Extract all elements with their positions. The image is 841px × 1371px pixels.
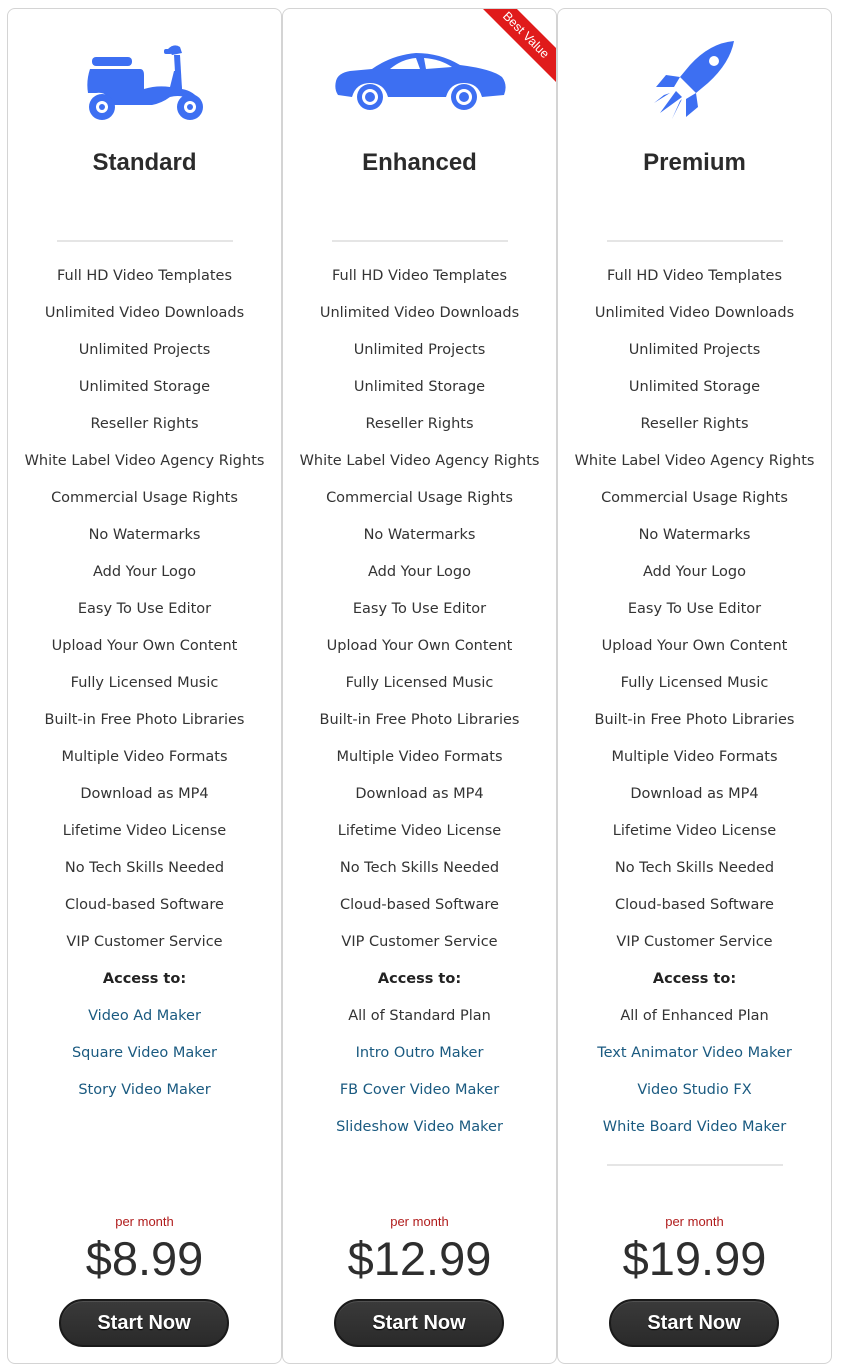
feature-item: White Label Video Agency Rights xyxy=(574,453,815,469)
feature-item: Download as MP4 xyxy=(355,786,484,802)
access-heading: Access to: xyxy=(652,971,737,987)
feature-item: Lifetime Video License xyxy=(612,823,777,839)
feature-item: White Label Video Agency Rights xyxy=(24,453,265,469)
feature-item: Full HD Video Templates xyxy=(331,268,508,284)
feature-item: Download as MP4 xyxy=(80,786,209,802)
feature-list xyxy=(283,258,556,1146)
feature-item: Commercial Usage Rights xyxy=(326,490,513,506)
feature-item: Upload Your Own Content xyxy=(326,638,513,654)
feature-item: Multiple Video Formats xyxy=(611,749,778,765)
access-heading: Access to: xyxy=(377,971,462,987)
feature-item: Lifetime Video License xyxy=(62,823,227,839)
plan-title: Premium xyxy=(643,149,746,176)
access-link-slideshow-video-maker[interactable]: Slideshow Video Maker xyxy=(336,1119,503,1135)
feature-item: Reseller Rights xyxy=(365,416,474,432)
feature-item: Reseller Rights xyxy=(90,416,199,432)
start-now-button-premium[interactable]: Start Now xyxy=(609,1299,779,1347)
access-link-intro-outro-maker[interactable]: Intro Outro Maker xyxy=(355,1045,484,1061)
feature-item: Full HD Video Templates xyxy=(606,268,783,284)
feature-item: Multiple Video Formats xyxy=(61,749,228,765)
rocket-icon xyxy=(558,39,831,123)
feature-item: Cloud-based Software xyxy=(340,897,499,913)
start-now-button-standard[interactable]: Start Now xyxy=(59,1299,229,1347)
feature-item: No Tech Skills Needed xyxy=(339,860,500,876)
feature-item: Full HD Video Templates xyxy=(56,268,233,284)
car-icon xyxy=(283,39,556,123)
price-period-label: per month xyxy=(115,1214,174,1229)
divider xyxy=(607,1164,783,1166)
pricing-card-enhanced xyxy=(282,8,557,1364)
divider xyxy=(607,240,783,242)
feature-item: Easy To Use Editor xyxy=(627,601,762,617)
feature-item: No Watermarks xyxy=(88,527,201,543)
feature-item: Fully Licensed Music xyxy=(345,675,494,691)
access-link-fb-cover-video-maker[interactable]: FB Cover Video Maker xyxy=(339,1082,500,1098)
divider xyxy=(332,240,508,242)
feature-item: No Tech Skills Needed xyxy=(64,860,225,876)
feature-item: Unlimited Video Downloads xyxy=(594,305,795,321)
feature-item: Easy To Use Editor xyxy=(352,601,487,617)
best-value-badge: Best Value xyxy=(478,9,556,86)
feature-item: Add Your Logo xyxy=(642,564,746,580)
feature-item: VIP Customer Service xyxy=(66,934,223,950)
feature-item: Fully Licensed Music xyxy=(70,675,219,691)
feature-item: Unlimited Projects xyxy=(628,342,761,358)
plan-title: Enhanced xyxy=(362,149,477,176)
access-item-all-enhanced: All of Enhanced Plan xyxy=(620,1008,769,1024)
feature-item: VIP Customer Service xyxy=(341,934,498,950)
divider xyxy=(57,240,233,242)
feature-item: Add Your Logo xyxy=(92,564,196,580)
access-link-video-studio-fx[interactable]: Video Studio FX xyxy=(637,1082,752,1098)
feature-list xyxy=(8,258,281,1109)
feature-item: Unlimited Video Downloads xyxy=(44,305,245,321)
access-link-video-ad-maker[interactable]: Video Ad Maker xyxy=(88,1008,201,1024)
feature-item: Unlimited Storage xyxy=(78,379,211,395)
feature-item: Built-in Free Photo Libraries xyxy=(44,712,245,728)
price: $8.99 xyxy=(85,1232,204,1285)
feature-item: Multiple Video Formats xyxy=(336,749,503,765)
feature-item: No Watermarks xyxy=(363,527,476,543)
pricing-card-standard xyxy=(7,8,282,1364)
feature-item: Upload Your Own Content xyxy=(601,638,788,654)
feature-item: No Watermarks xyxy=(638,527,751,543)
feature-item: Commercial Usage Rights xyxy=(601,490,788,506)
access-link-square-video-maker[interactable]: Square Video Maker xyxy=(71,1045,218,1061)
feature-item: Add Your Logo xyxy=(367,564,471,580)
feature-item: Cloud-based Software xyxy=(615,897,774,913)
feature-list xyxy=(558,258,831,1146)
feature-item: Upload Your Own Content xyxy=(51,638,238,654)
price: $12.99 xyxy=(347,1232,492,1285)
feature-item: Unlimited Storage xyxy=(628,379,761,395)
access-heading: Access to: xyxy=(102,971,187,987)
price-period-label: per month xyxy=(665,1214,724,1229)
feature-item: Unlimited Video Downloads xyxy=(319,305,520,321)
feature-item: Download as MP4 xyxy=(630,786,759,802)
pricing-card-premium xyxy=(557,8,832,1364)
access-link-white-board-video-maker[interactable]: White Board Video Maker xyxy=(602,1119,787,1135)
access-item-all-standard: All of Standard Plan xyxy=(348,1008,491,1024)
feature-item: Cloud-based Software xyxy=(65,897,224,913)
feature-item: Built-in Free Photo Libraries xyxy=(319,712,520,728)
access-link-story-video-maker[interactable]: Story Video Maker xyxy=(78,1082,211,1098)
feature-item: Easy To Use Editor xyxy=(77,601,212,617)
price-period-label: per month xyxy=(390,1214,449,1229)
feature-item: Reseller Rights xyxy=(640,416,749,432)
feature-item: VIP Customer Service xyxy=(616,934,773,950)
feature-item: Unlimited Projects xyxy=(353,342,486,358)
feature-item: No Tech Skills Needed xyxy=(614,860,775,876)
start-now-button-enhanced[interactable]: Start Now xyxy=(334,1299,504,1347)
scooter-icon xyxy=(8,39,281,123)
plan-title: Standard xyxy=(92,149,197,176)
feature-item: Unlimited Projects xyxy=(78,342,211,358)
feature-item: Lifetime Video License xyxy=(337,823,502,839)
feature-item: Built-in Free Photo Libraries xyxy=(594,712,795,728)
feature-item: Unlimited Storage xyxy=(353,379,486,395)
price: $19.99 xyxy=(622,1232,767,1285)
feature-item: Commercial Usage Rights xyxy=(51,490,238,506)
access-link-text-animator-video-maker[interactable]: Text Animator Video Maker xyxy=(597,1045,792,1061)
feature-item: Fully Licensed Music xyxy=(620,675,769,691)
feature-item: White Label Video Agency Rights xyxy=(299,453,540,469)
